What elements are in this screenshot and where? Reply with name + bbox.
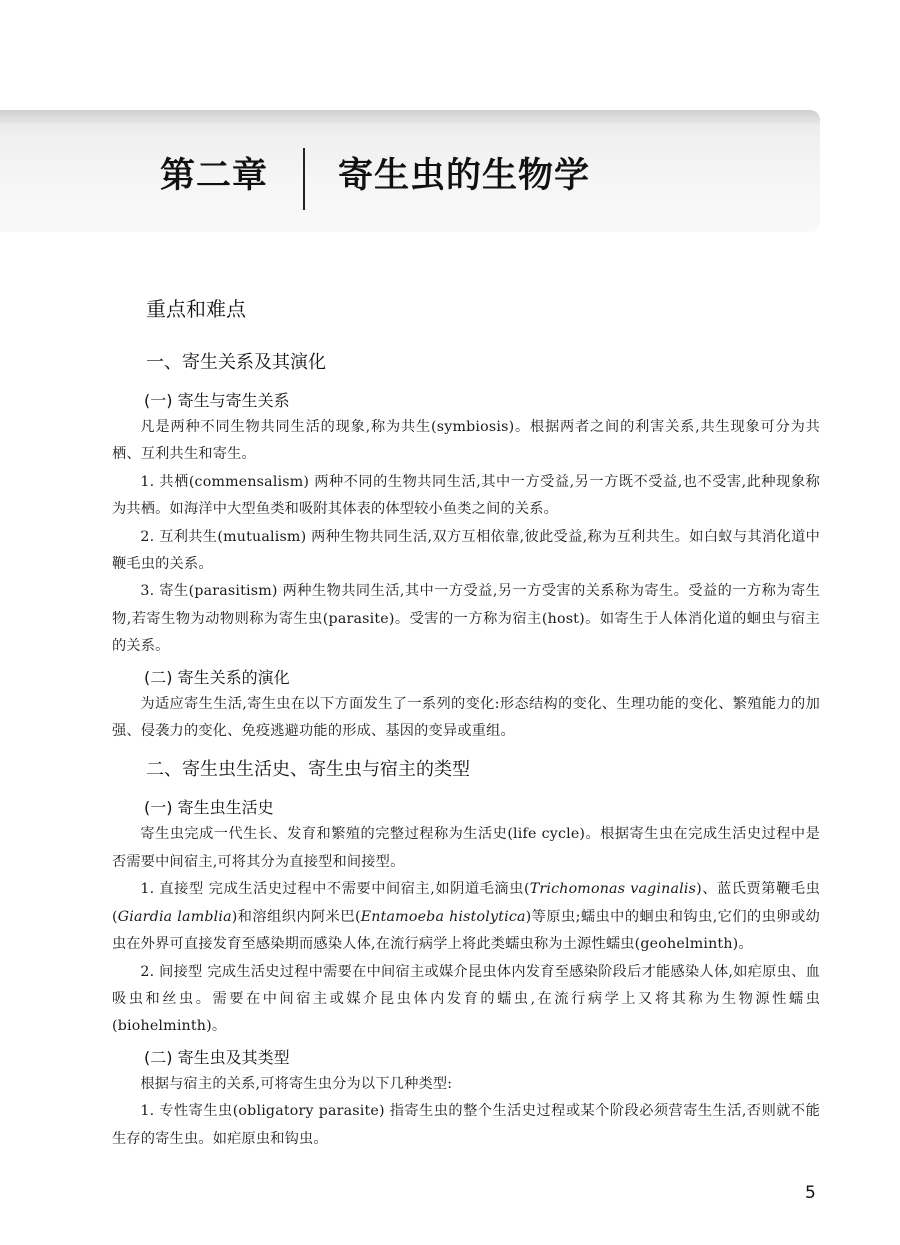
paragraph: 2. 互利共生(mutualism) 两种生物共同生活,双方互相依靠,彼此受益,称为互利共生。如白蚁与其消化道中鞭毛虫的关系。: [112, 528, 820, 573]
page-number: 5: [805, 1183, 816, 1203]
species-name: Giardia lamblia: [117, 908, 232, 925]
paragraph: 寄生虫完成一代生长、发育和繁殖的完整过程称为生活史(life cycle)。根据寄生虫在完成生活史过程中是否需要中间宿主,可将其分为直接型和间接型。: [112, 826, 820, 870]
paragraph: 1. 专性寄生虫(obligatory parasite) 指寄生虫的整个生活史过程或某个阶段必须营寄生生活,否则就不能生存的寄生虫。如疟原虫和钩虫。: [112, 1103, 820, 1147]
paragraph: 凡是两种不同生物共同生活的现象,称为共生(symbiosis)。根据两者之间的利害关系,共生现象可分为共栖、互利共生和寄生。: [112, 419, 820, 463]
species-name: Entamoeba histolytica: [360, 908, 526, 925]
text-run: 1. 直接型 完成生活史过程中不需要中间宿主,如阴道毛滴虫(: [140, 881, 530, 898]
paragraph: [112, 876, 820, 958]
paragraph: 为适应寄生生活,寄生虫在以下方面发生了一系列的变化:形态结构的变化、生理功能的变化、繁殖能力的加强、侵袭力的变化、免疫逃避功能的形成、基因的变异或重组。: [112, 695, 820, 740]
section-heading-2: 二、寄生虫生活史、寄生虫与宿主的类型: [146, 759, 470, 781]
paragraph: 2. 间接型 完成生活史过程中需要在中间宿主或媒介昆虫体内发育至感染阶段后才能感染人体,如疟原虫、血吸虫和丝虫。需要在中间宿主或媒介昆虫体内发育的蠕虫,在流行病学上又将其称为生物源性蠕虫(biohelminth)。: [112, 963, 820, 1035]
section-heading-main: 重点和难点: [146, 297, 246, 321]
chapter-divider: [303, 148, 305, 210]
species-name: Trichomonas vaginalis: [529, 881, 697, 898]
chapter-title: 寄生虫的生物学: [338, 156, 591, 196]
text-run: )、蓝氏贾第鞭毛虫(: [112, 881, 820, 925]
text-run: )等原虫;蠕虫中的蛔虫和钩虫,它们的虫卵或幼虫在外界可直接发育至感染期而感染人体,在流行病学上将此类蠕虫称为土源性蠕虫(geohelminth)。: [112, 908, 820, 953]
paragraph: 根据与宿主的关系,可将寄生虫分为以下几种类型:: [140, 1075, 453, 1092]
paragraph: 1. 共栖(commensalism) 两种不同的生物共同生活,其中一方受益,另一方既不受益,也不受害,此种现象称为共栖。如海洋中大型鱼类和吸附其体表的体型较小鱼类之间的关系。: [112, 473, 820, 518]
subsection-heading-1-2: (二) 寄生关系的演化: [144, 667, 290, 687]
section-heading-1: 一、寄生关系及其演化: [146, 352, 326, 373]
text-run: )和溶组织内阿米巴(: [231, 908, 361, 925]
page-content: [112, 292, 820, 1153]
chapter-number: 第二章: [160, 156, 269, 196]
subsection-heading-1-1: (一) 寄生与寄生关系: [144, 391, 290, 410]
paragraph: 3. 寄生(parasitism) 两种生物共同生活,其中一方受益,另一方受害的关系称为寄生。受益的一方称为寄生物,若寄生物为动物则称为寄生虫(parasite)。受害的一方称为宿主(host)。如寄生于人体消化道的蛔虫与宿主的关系。: [112, 583, 820, 655]
subsection-heading-2-1: (一) 寄生虫生活史: [144, 798, 274, 818]
subsection-heading-2-2: (二) 寄生虫及其类型: [144, 1047, 290, 1067]
